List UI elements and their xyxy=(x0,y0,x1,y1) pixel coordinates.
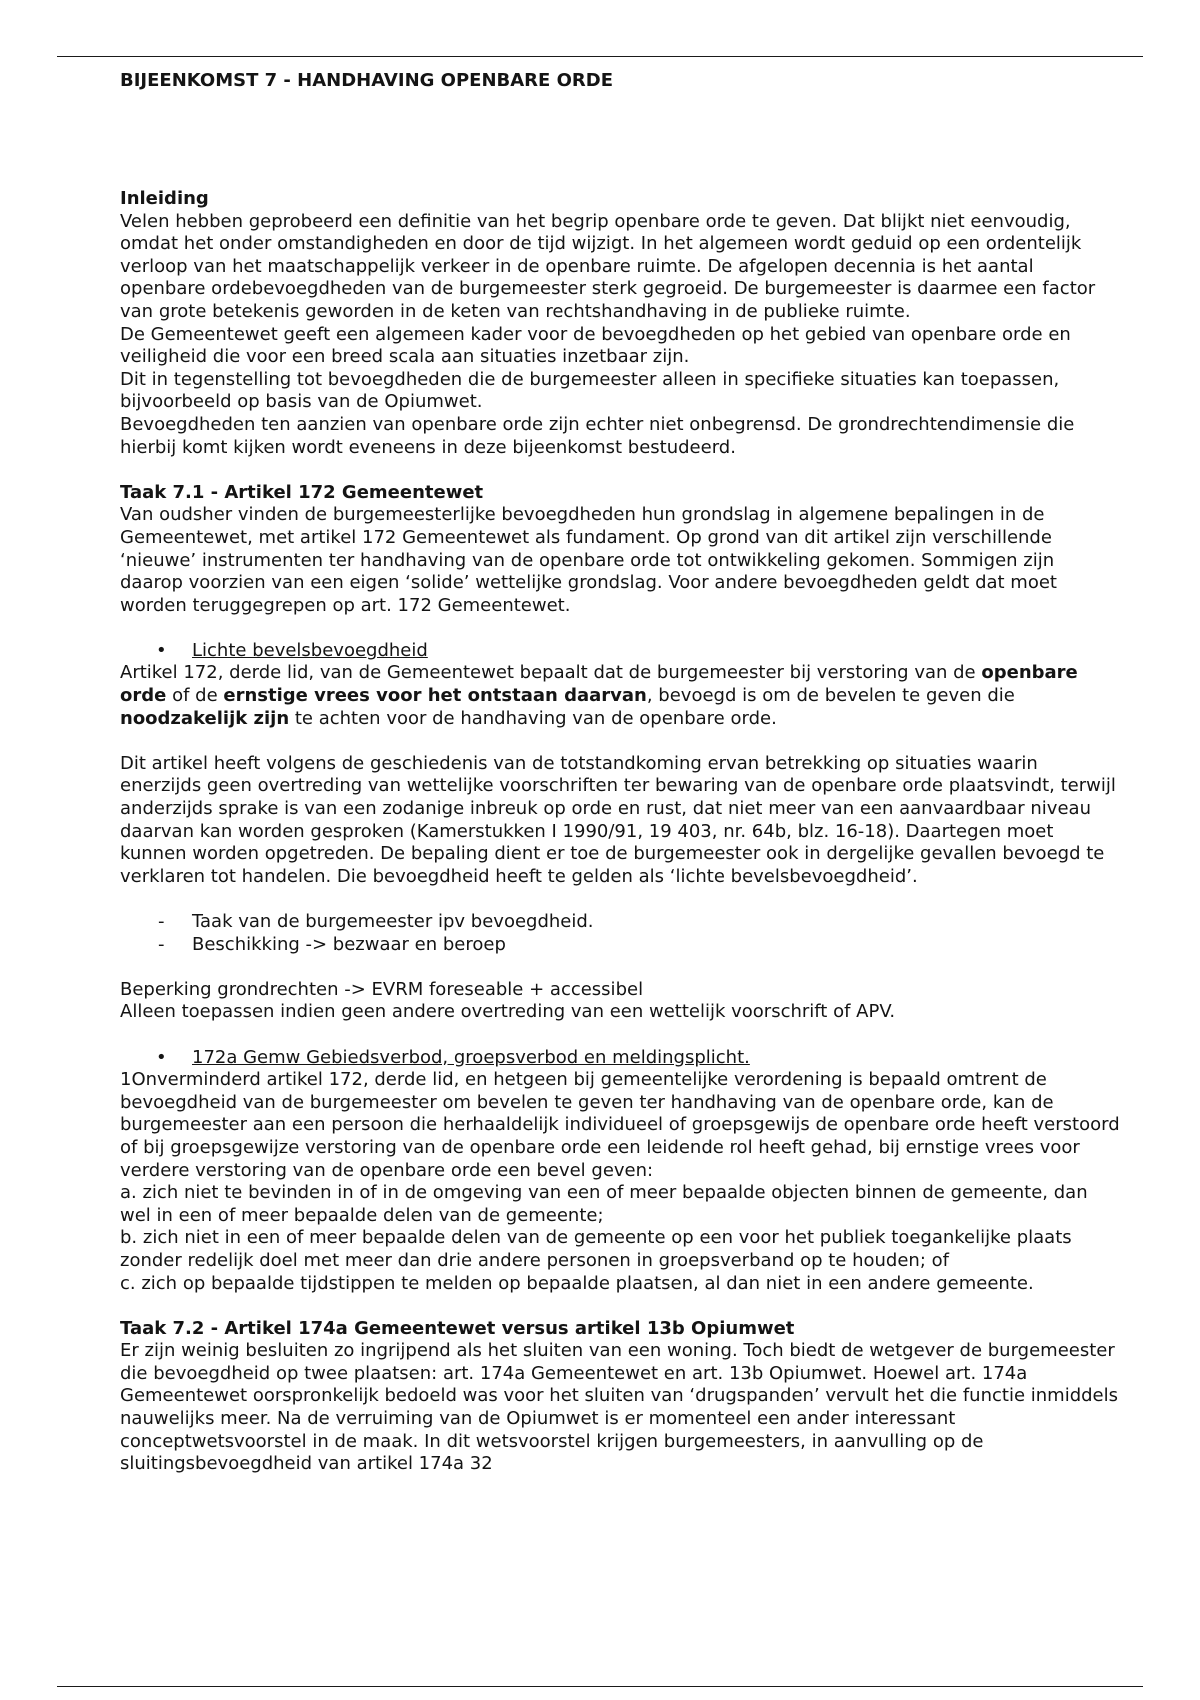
page-title: BIJEENKOMST 7 - HANDHAVING OPENBARE ORDE xyxy=(120,70,613,91)
task2-paragraph: Er zijn weinig besluiten zo ingrijpend als het sluiten van een woning. Toch biedt de wetgever de burgemeester die bevoegdheid op twee plaatsen: art. 174a Gemeentewet en art. 13b Opiumwet. Hoewel art. 174a Gemeentewet oorspronkelijk bedoeld was voor het sluiten van ‘drugspanden’ vervult het die functie inmiddels nauwelijks meer. Na de verruiming van de Opiumwet is er momenteel een ander interessant conceptwetsvoorstel in de maak. In dit wetsvoorstel krijgen burgemeesters, in aanvulling op de sluitingsbevoegdheid van artikel 174a 32 xyxy=(120,1340,1118,1475)
note-apv: Alleen toepassen indien geen andere overtreding van een wettelijk voorschrift of APV. xyxy=(120,1001,896,1023)
section-task-7-2 xyxy=(120,1318,1120,1476)
bold-run: ernstige vrees voor het ontstaan daarvan xyxy=(223,685,647,707)
list-item xyxy=(120,934,1120,957)
text-run: Artikel 172, derde lid, van de Gemeentewet bepaalt dat de burgemeester bij verstoring van de xyxy=(120,662,982,684)
art172a-paragraph: 1Onverminderd artikel 172, derde lid, en hetgeen bij gemeentelijke verordening is bepaald omtrent de bevoegdheid van de burgemeester om bevelen te geven ter handhaving van de openbare orde, kan de burgemeester aan een persoon die herhaaldelijk individueel of groepsgewijs de openbare orde heeft verstoord of bij groepsgewijze verstoring van de openbare orde een leidende rol heeft gehad, bij ernstige vrees voor verdere verstoring van de openbare orde een bevel geven: xyxy=(120,1069,1120,1181)
clause-b: b. zich niet in een of meer bepaalde delen van de gemeente op een voor het publiek toegankelijke plaats zonder redelijk doel met meer dan drie andere personen in groepsverband op te houden; of xyxy=(120,1227,1072,1271)
intro-paragraph: Velen hebben geprobeerd een definitie van het begrip openbare orde te geven. Dat blijkt niet eenvoudig, omdat het onder omstandigheden en door de tijd wijzigt. In het algemeen wordt geduid op een ordentelijk verloop van het maatschappelijk verkeer in de openbare ruimte. De afgelopen decennia is het aantal openbare ordebevoegdheden van de burgemeester sterk gegroeid. De burgemeester is daarmee een factor van grote betekenis geworden in de keten van rechtshandhaving in de publieke ruimte. xyxy=(120,210,1096,322)
section-task-7-1 xyxy=(120,482,1120,1295)
intro-heading: Inleiding xyxy=(120,188,209,209)
note-grondrechten: Beperking grondrechten -> EVRM foreseable + accessibel xyxy=(120,978,644,1000)
bullet-172a xyxy=(120,1047,1120,1070)
task1-heading: Taak 7.1 - Artikel 172 Gemeentewet xyxy=(120,481,484,503)
art172-paragraph xyxy=(120,662,1120,730)
clause-c: c. zich op bepaalde tijdstippen te melden op bepaalde plaatsen, al dan niet in een andere gemeente. xyxy=(120,1272,1034,1294)
dash-icon: - xyxy=(158,933,165,955)
bold-run: openbare orde xyxy=(120,662,1078,707)
header-rule xyxy=(57,56,1143,57)
list-item-text: Taak van de burgemeester ipv bevoegdheid. xyxy=(192,911,594,932)
dash-icon: - xyxy=(158,911,165,932)
intro-paragraph: De Gemeentewet geeft een algemeen kader voor de bevoegdheden op het gebied van openbare orde en veiligheid die voor een breed scala aan situaties inzetbaar zijn. xyxy=(120,323,1071,368)
bullet-label: 172a Gemw Gebiedsverbod, groepsverbod en meldingsplicht. xyxy=(192,1046,750,1068)
history-paragraph: Dit artikel heeft volgens de geschiedenis van de totstandkoming ervan betrekking op situaties waarin enerzijds geen overtreding van wettelijke voorschriften ter bewaring van de openbare orde plaatsvindt, terwijl anderzijds sprake is van een zodanige inbreuk op orde en rust, dat niet meer van een aanvaardbaar niveau daarvan kan worden gesproken (Kamerstukken I 1990/91, 19 403, nr. 64b, blz. 16-18). Daartegen moet kunnen worden opgetreden. De bepaling dient er toe de burgemeester ook in dergelijke gevallen bevoegd te verklaren tot handelen. Die bevoegdheid heeft te gelden als ‘lichte bevelsbevoegdheid’. xyxy=(120,752,1116,887)
dash-list xyxy=(120,911,1120,956)
text-run: of de xyxy=(166,685,224,707)
bullet-lichte-bevelsbevoegdheid xyxy=(120,640,1120,663)
intro-paragraph: Bevoegdheden ten aanzien van openbare orde zijn echter niet onbegrensd. De grondrechtendimensie die hierbij komt kijken wordt eveneens in deze bijeenkomst bestudeerd. xyxy=(120,413,1075,458)
intro-paragraph: Dit in tegenstelling tot bevoegdheden die de burgemeester alleen in specifieke situaties kan toepassen, bijvoorbeeld op basis van de Opiumwet. xyxy=(120,368,1060,413)
footer-rule xyxy=(57,1686,1143,1687)
task1-paragraph: Van oudsher vinden de burgemeesterlijke bevoegdheden hun grondslag in algemene bepalingen in de Gemeentewet, met artikel 172 Gemeentewet als fundament. Op grond van dit artikel zijn verschillende ‘nieuwe’ instrumenten ter handhaving van de openbare orde tot ontwikkeling gekomen. Sommigen zijn daarop voorzien van een eigen ‘solide’ wettelijke grondslag. Voor andere bevoegdheden geldt dat moet worden teruggegrepen op art. 172 Gemeentewet. xyxy=(120,504,1057,616)
text-run: , bevoegd is om de bevelen te geven die xyxy=(646,685,1015,707)
bold-run: noodzakelijk zijn xyxy=(120,707,290,729)
list-item-text: Beschikking -> bezwaar en beroep xyxy=(192,933,506,955)
task2-heading: Taak 7.2 - Artikel 174a Gemeentewet versus artikel 13b Opiumwet xyxy=(120,1317,795,1339)
list-item xyxy=(120,911,1120,934)
clause-a: a. zich niet te bevinden in of in de omgeving van een of meer bepaalde objecten binnen de gemeente, dan wel in een of meer bepaalde delen van de gemeente; xyxy=(120,1182,1088,1226)
bullet-dot-icon: • xyxy=(156,1046,167,1068)
bullet-label: Lichte bevelsbevoegdheid xyxy=(192,639,428,661)
document-page xyxy=(120,66,1120,1476)
section-intro xyxy=(120,188,1120,459)
bullet-dot-icon: • xyxy=(156,639,167,661)
text-run: te achten voor de handhaving van de openbare orde. xyxy=(289,707,777,729)
